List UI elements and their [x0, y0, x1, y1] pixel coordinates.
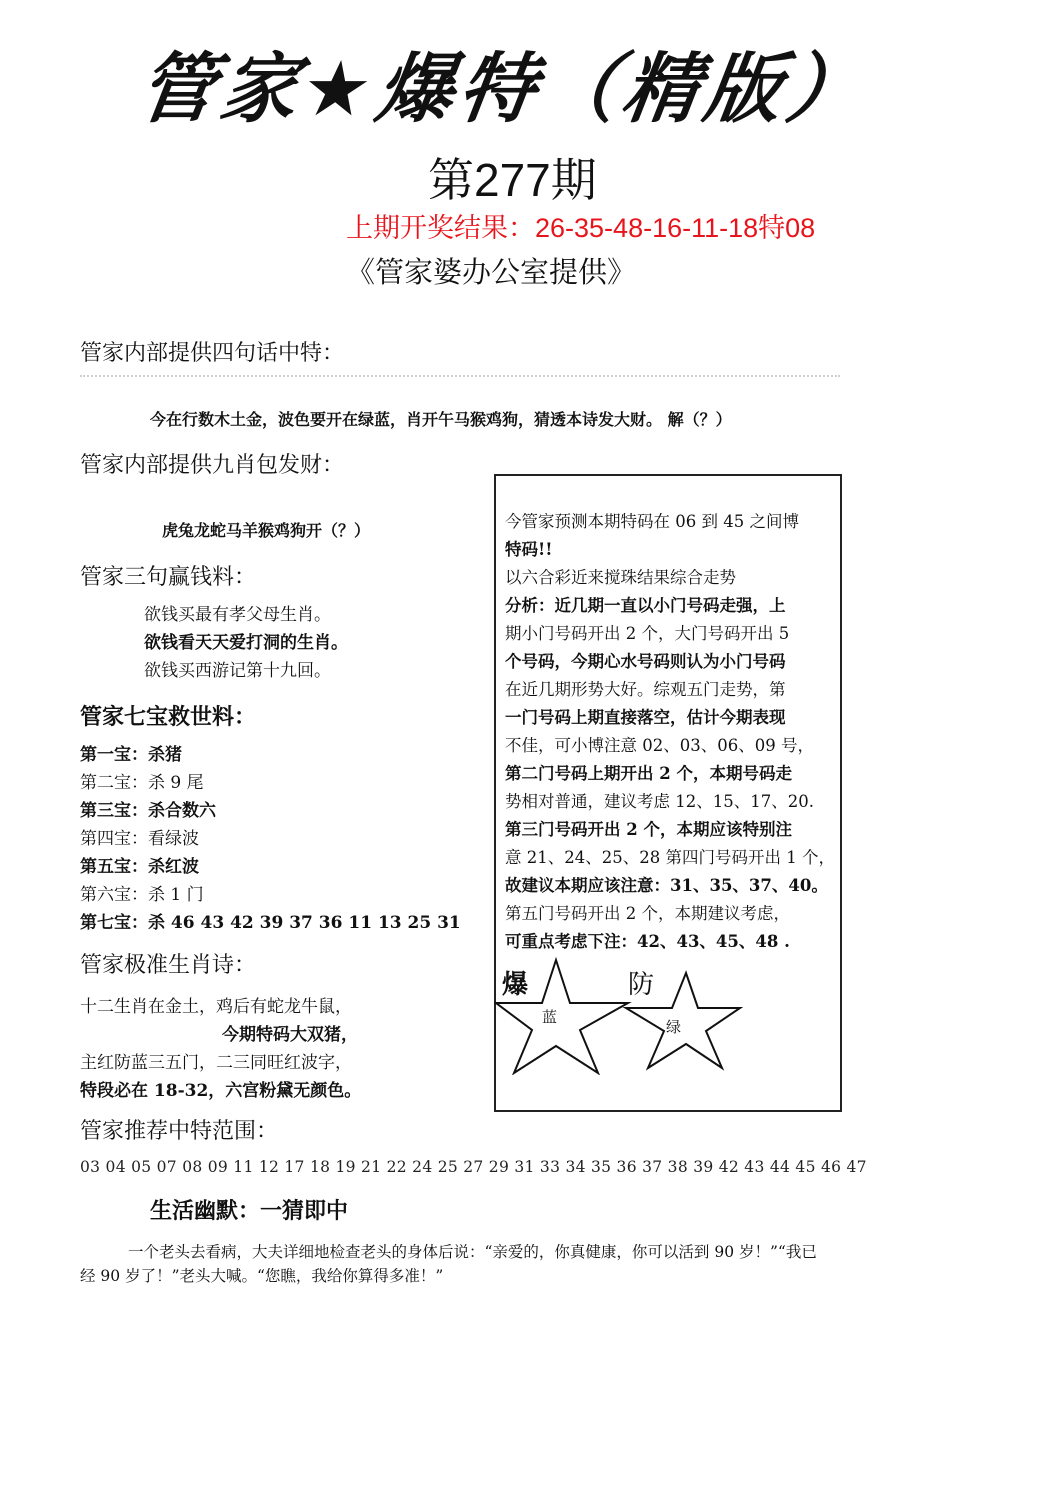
three-lines-item: 欲钱看天天爱打洞的生肖。 — [144, 633, 348, 653]
analysis-line: 在近几期形势大好。综观五门走势，第 — [505, 680, 786, 699]
analysis-line: 期小门号码开出 2 个，大门号码开出 5 — [505, 624, 790, 643]
analysis-line: 以六合彩近来搅珠结果综合走势 — [505, 568, 736, 587]
joke-line: 经 90 岁了！”老头大喊。“您瞧，我给你算得多准！” — [80, 1267, 444, 1285]
star-text-blue: 蓝 — [542, 1008, 558, 1026]
star-text-green: 绿 — [666, 1018, 682, 1036]
three-lines-item: 欲钱买西游记第十九回。 — [144, 661, 331, 681]
treasure-item: 第三宝：杀合数六 — [80, 801, 216, 821]
seven-treasures-heading: 管家七宝救世料： — [80, 704, 257, 730]
star-label-explode: 爆 — [502, 970, 529, 1000]
analysis-line: 势相对普通，建议考虑 12、15、17、20. — [505, 792, 814, 811]
four-lines-heading: 管家内部提供四句话中特： — [80, 341, 345, 366]
page-title: 管家★爆特（精版） — [132, 44, 876, 133]
range-numbers: 03 04 05 07 08 09 11 12 17 18 19 21 22 24 25 27 29 31 33 34 35 36 37 38 39 42 43 44 45 46 47 — [80, 1158, 867, 1176]
analysis-line: 第三门号码开出 2 个，本期应该特别注 — [505, 820, 792, 839]
three-lines-item: 欲钱买最有孝父母生肖。 — [144, 605, 331, 625]
analysis-line: 今管家预测本期特码在 06 到 45 之间博 — [505, 512, 799, 531]
treasure-item: 第六宝：杀 1 门 — [80, 885, 204, 905]
analysis-line: 一门号码上期直接落空，估计今期表现 — [505, 708, 786, 727]
treasure-item: 第一宝：杀猪 — [80, 745, 182, 765]
range-heading: 管家推荐中特范围： — [80, 1119, 279, 1144]
analysis-line: 分析：近几期一直以小门号码走强，上 — [505, 596, 786, 615]
star-label-guard: 防 — [628, 970, 655, 1000]
star-icon — [494, 955, 634, 1075]
treasure-item: 第四宝：看绿波 — [80, 829, 199, 849]
last-draw-result: 上期开奖结果：26-35-48-16-11-18特08 — [346, 213, 816, 243]
analysis-line: 个号码，今期心水号码则认为小门号码 — [505, 652, 786, 671]
divider — [80, 375, 840, 380]
analysis-line: 第五门号码开出 2 个，本期建议考虑， — [505, 904, 790, 923]
nine-zodiac-text: 虎兔龙蛇马羊猴鸡狗开（？） — [162, 521, 371, 540]
poem-line: 特段必在 18-32，六宫粉黛无颜色。 — [80, 1081, 362, 1101]
poem-line: 十二生肖在金土，鸡后有蛇龙牛鼠， — [80, 997, 352, 1017]
nine-zodiac-heading: 管家内部提供九肖包发财： — [80, 453, 345, 478]
four-lines-verse: 今在行数木土金，波色要开在绿蓝，肖开午马猴鸡狗，猜透本诗发大财。 解（？） — [150, 410, 732, 429]
humor-title: 生活幽默：一猜即中 — [150, 1198, 349, 1224]
treasure-item: 第五宝：杀红波 — [80, 857, 199, 877]
provider-line: 《管家婆办公室提供》 — [346, 255, 637, 289]
analysis-line: 特码!! — [505, 540, 553, 559]
issue-number: 第277期 — [428, 154, 597, 206]
treasure-item: 第二宝：杀 9 尾 — [80, 773, 204, 793]
treasure-item: 第七宝：杀 46 43 42 39 37 36 11 13 25 31 — [80, 913, 461, 933]
zodiac-poem-heading: 管家极准生肖诗： — [80, 953, 257, 978]
poem-line: 主红防蓝三五门，二三同旺红波字， — [80, 1053, 352, 1073]
poem-line: 今期特码大双猪， — [222, 1025, 358, 1045]
analysis-line: 第二门号码上期开出 2 个，本期号码走 — [505, 764, 792, 783]
analysis-line: 可重点考虑下注：42、43、45、48 . — [505, 932, 790, 951]
analysis-line: 意 21、24、25、28 第四门号码开出 1 个， — [505, 848, 835, 867]
star-icon — [622, 968, 746, 1072]
joke-line: 一个老头去看病，大夫详细地检查老头的身体后说：“亲爱的，你真健康，你可以活到 90 岁！”“我已 — [128, 1243, 817, 1261]
analysis-line: 不佳，可小博注意 02、03、06、09 号， — [505, 736, 814, 755]
analysis-line: 故建议本期应该注意：31、35、37、40。 — [505, 876, 828, 895]
three-lines-heading: 管家三句赢钱料： — [80, 565, 257, 590]
